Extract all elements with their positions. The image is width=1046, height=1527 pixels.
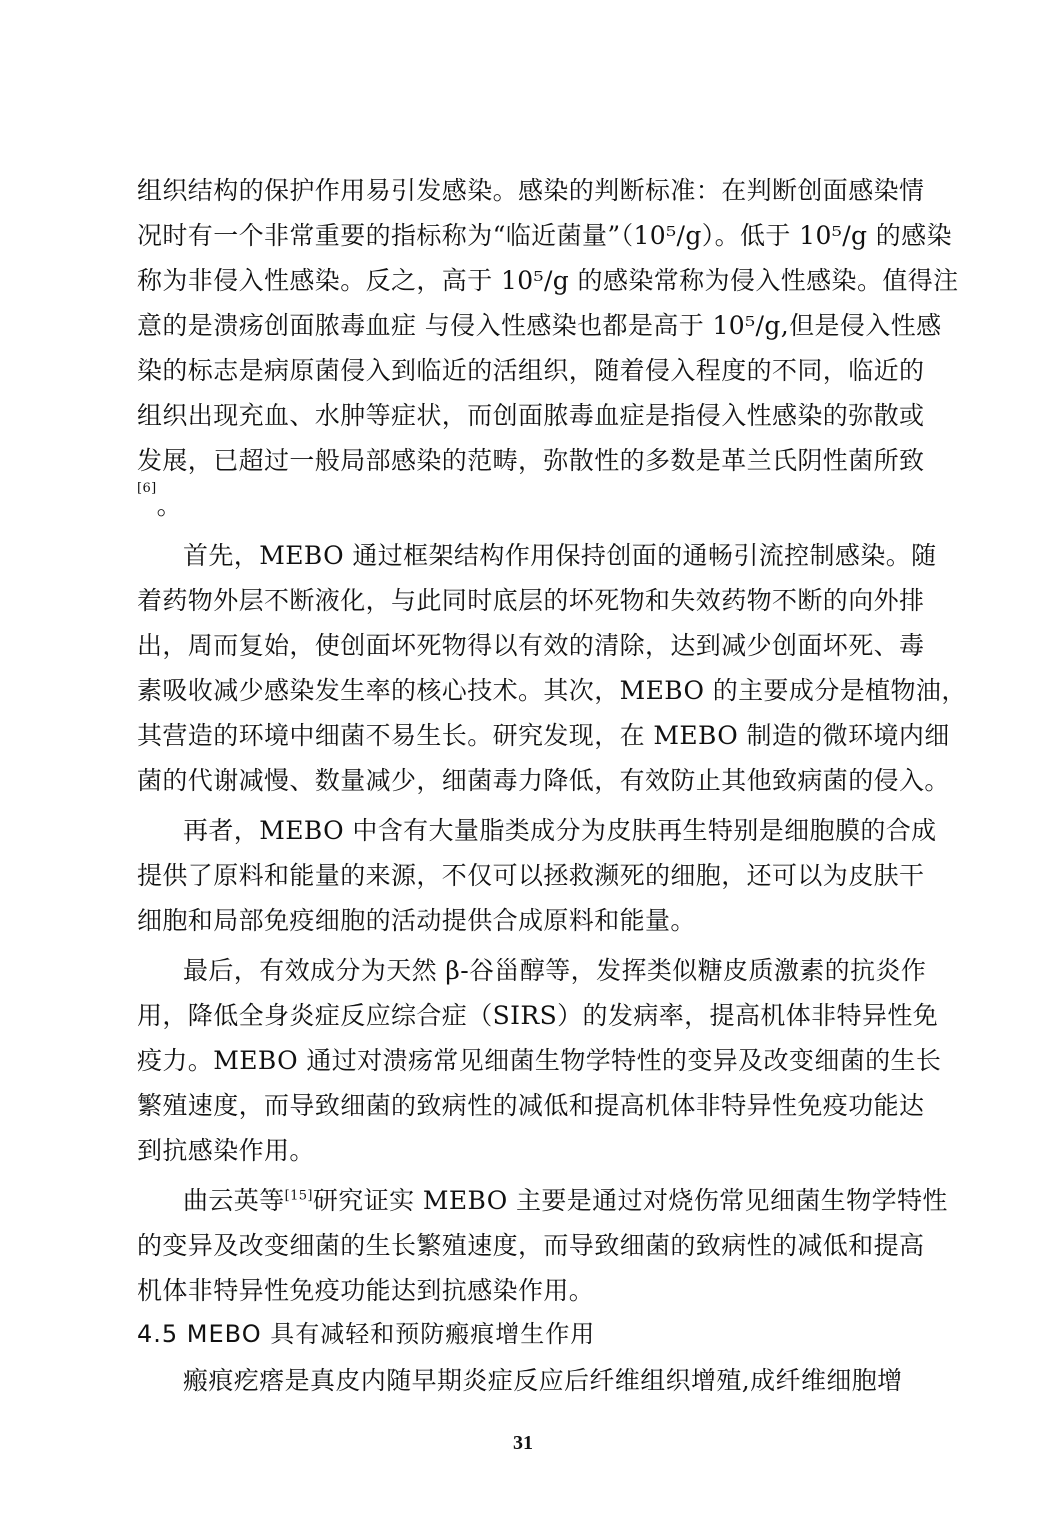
body-text-line: 繁殖速度，而导致细菌的致病性的减低和提高机体非特异性免疫功能达	[137, 1091, 925, 1120]
body-text-line: 提供了原料和能量的来源，不仅可以拯救濒死的细胞，还可以为皮肤干	[137, 861, 925, 890]
body-text-line: 用，降低全身炎症反应综合症（SIRS）的发病率，提高机体非特异性免	[137, 1001, 939, 1030]
page-number: 31	[513, 1432, 533, 1454]
body-text-line: 再者，MEBO 中含有大量脂类成分为皮肤再生特别是细胞膜的合成	[183, 816, 937, 845]
body-text-line: 染的标志是病原菌侵入到临近的活组织，随着侵入程度的不同，临近的	[137, 356, 925, 385]
body-text-line: 组织结构的保护作用易引发感染。感染的判断标准：在判断创面感染情	[137, 176, 925, 205]
body-text-line: 机体非特异性免疫功能达到抗感染作用。	[137, 1276, 595, 1305]
body-text-line: 出，周而复始，使创面坏死物得以有效的清除，达到减少创面坏死、毒	[137, 631, 925, 660]
body-text-line: 称为非侵入性感染。反之，高于 10⁵/g 的感染常称为侵入性感染。值得注	[137, 266, 959, 295]
body-text-span: 研究证实 MEBO 主要是通过对烧伤常见细菌生物学特性	[312, 1186, 948, 1215]
citation-marker: [6]	[137, 481, 157, 496]
body-text-line: 组织出现充血、水肿等症状，而创面脓毒血症是指侵入性感染的弥散或	[137, 401, 925, 430]
body-text-line	[183, 1186, 948, 1216]
sentence-end: 。	[156, 491, 183, 520]
citation-line	[137, 481, 912, 521]
author-text: 曲云英等	[183, 1186, 285, 1215]
body-text-line: 细胞和局部免疫细胞的活动提供合成原料和能量。	[137, 906, 696, 935]
body-text-line: 着药物外层不断液化，与此同时底层的坏死物和失效药物不断的向外排	[137, 586, 925, 615]
body-text-line: 菌的代谢减慢、数量减少，细菌毒力降低，有效防止其他致病菌的侵入。	[137, 766, 950, 795]
body-text-line: 素吸收减少感染发生率的核心技术。其次，MEBO 的主要成分是植物油，	[137, 676, 967, 705]
body-text-line: 况时有一个非常重要的指标称为“临近菌量”（10⁵/g）。低于 10⁵/g 的感染	[137, 221, 952, 250]
body-text-line: 瘢痕疙瘩是真皮内随早期炎症反应后纤维组织增殖,成纤维细胞增	[183, 1366, 903, 1395]
body-text-line: 的变异及改变细菌的生长繁殖速度，而导致细菌的致病性的减低和提高	[137, 1231, 925, 1260]
body-text-line: 发展，已超过一般局部感染的范畴，弥散性的多数是革兰氏阴性菌所致	[137, 446, 925, 475]
section-heading: 4.5 MEBO 具有减轻和预防瘢痕增生作用	[137, 1320, 596, 1348]
body-text-line: 到抗感染作用。	[137, 1136, 315, 1165]
citation-marker: [15]	[284, 1188, 313, 1204]
body-text-line: 疫力。MEBO 通过对溃疡常见细菌生物学特性的变异及改变细菌的生长	[137, 1046, 942, 1075]
body-text-line: 首先，MEBO 通过框架结构作用保持创面的通畅引流控制感染。随	[183, 541, 937, 570]
body-text-line: 意的是溃疡创面脓毒血症 与侵入性感染也都是高于 10⁵/g,但是侵入性感	[137, 311, 942, 340]
body-text-line: 其营造的环境中细菌不易生长。研究发现，在 MEBO 制造的微环境内细	[137, 721, 950, 750]
body-text-line: 最后，有效成分为天然 β-谷甾醇等，发挥类似糖皮质激素的抗炎作	[183, 956, 927, 985]
